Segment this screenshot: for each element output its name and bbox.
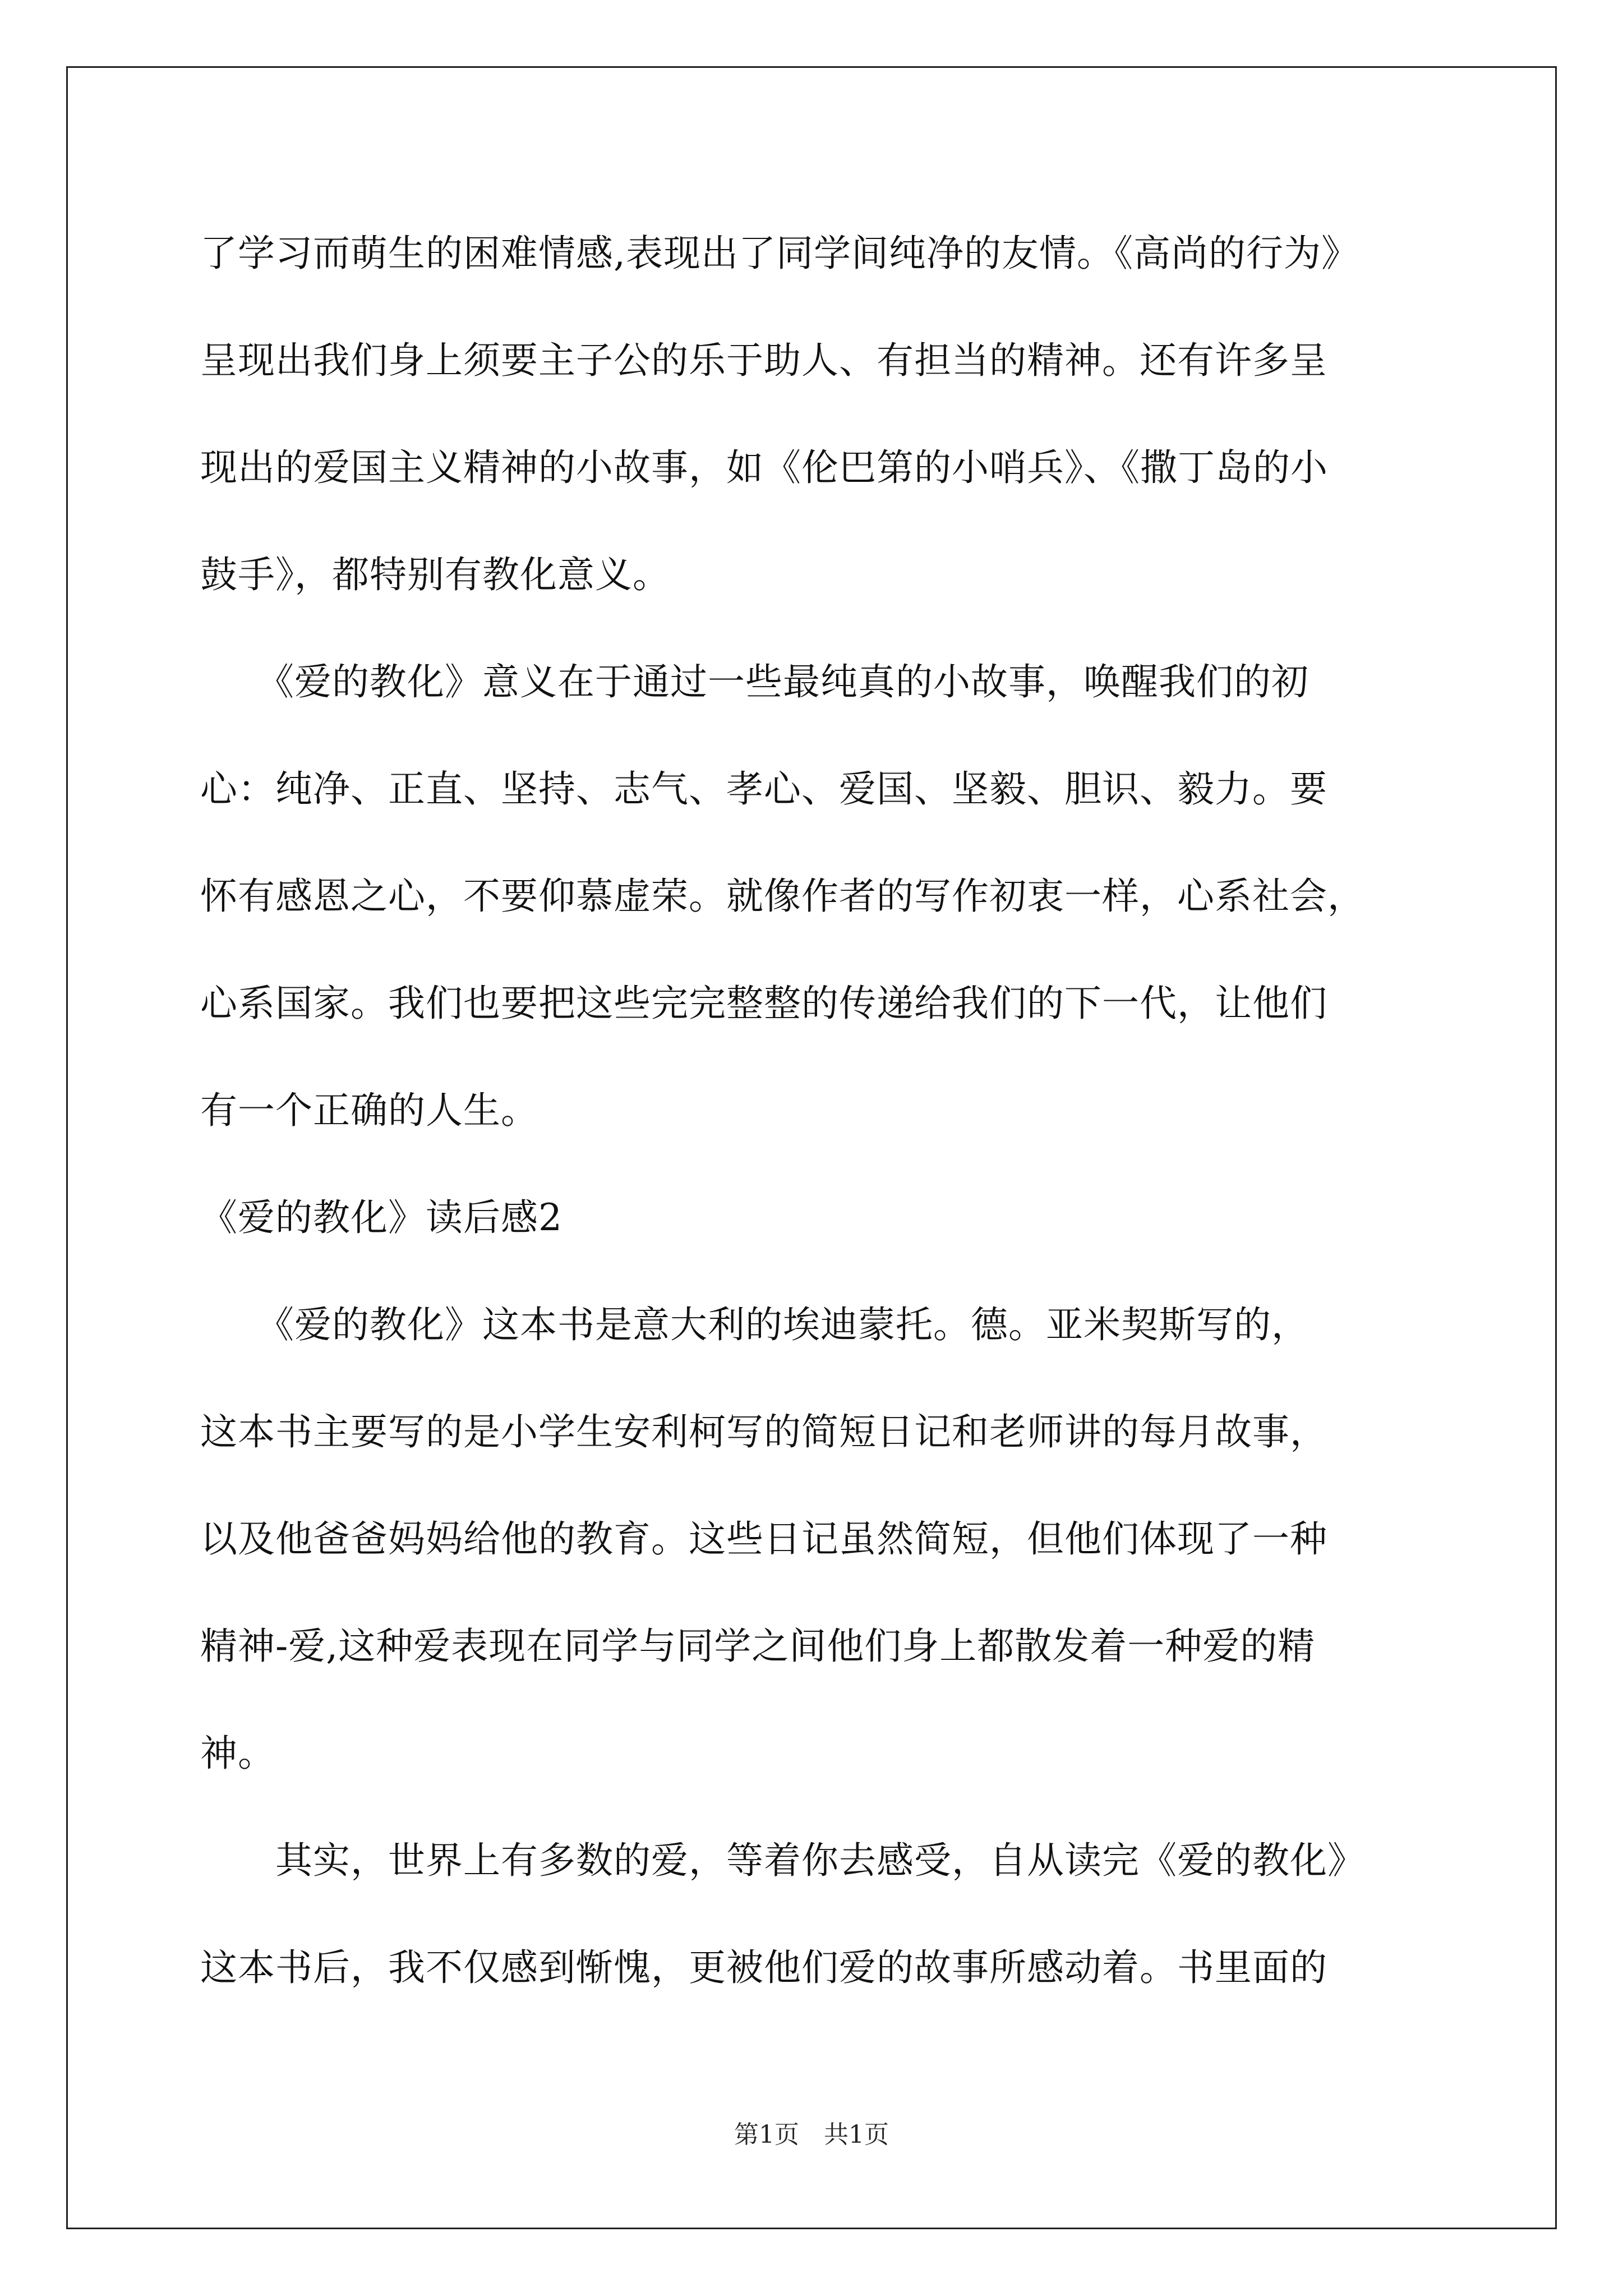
text-line: 鼓手》，都特别有教化意义。 (200, 553, 670, 596)
text-line: 精神-爱,这种爱表现在同学与同学之间他们身上都散发着一种爱的精 (200, 1625, 1316, 1668)
text-line: 呈现出我们身上须要主子公的乐于助人、有担当的精神。还有许多呈 (200, 339, 1327, 382)
section-heading: 《爱的教化》读后感2 (200, 1196, 562, 1239)
text-line: 心：纯净、正直、坚持、志气、孝心、爱国、坚毅、胆识、毅力。要 (200, 767, 1327, 811)
text-line: 《爱的教化》这本书是意大利的埃迪蒙托。德。亚米契斯写的， (200, 1303, 1309, 1346)
text-line: 以及他爸爸妈妈给他的教育。这些日记虽然简短，但他们体现了一种 (200, 1517, 1327, 1561)
text-line: 这本书主要写的是小学生安利柯写的简短日记和老师讲的每月故事， (200, 1410, 1327, 1453)
text-line: 现出的爱国主义精神的小故事，如《伦巴第的小哨兵》、《撒丁岛的小 (200, 446, 1328, 489)
page-border (66, 66, 1557, 2229)
text-line: 有一个正确的人生。 (200, 1089, 538, 1132)
text-line: 《爱的教化》意义在于通过一些最纯真的小故事，唤醒我们的初 (200, 660, 1309, 703)
text-line: 神。 (200, 1732, 275, 1775)
page-footer: 第1页 共1页 (734, 2120, 889, 2149)
text-line: 这本书后，我不仅感到惭愧，更被他们爱的故事所感动着。书里面的 (200, 1946, 1327, 1989)
text-line: 其实，世界上有多数的爱，等着你去感受，自从读完《爱的教化》 (200, 1839, 1365, 1882)
text-line: 怀有感恩之心，不要仰慕虚荣。就像作者的写作初衷一样，心系社会， (200, 875, 1365, 918)
text-line: 了学习而萌生的困难情感,表现出了同学间纯净的友情。《高尚的行为》 (200, 232, 1359, 275)
text-line: 心系国家。我们也要把这些完完整整的传递给我们的下一代，让他们 (200, 982, 1327, 1025)
